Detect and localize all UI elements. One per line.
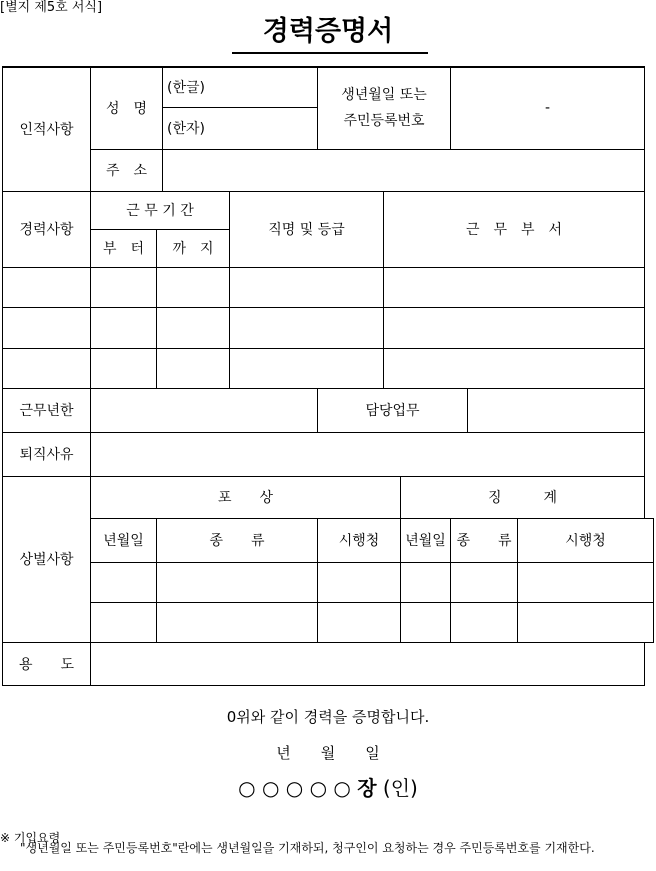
career-row [3, 348, 654, 388]
position-field[interactable] [230, 348, 384, 388]
birth-label-line1: 생년월일 또는 [341, 87, 427, 104]
to-field[interactable] [157, 307, 230, 348]
career-row-blank [3, 307, 91, 348]
department-field[interactable] [384, 348, 645, 388]
department-label: 근 무 부 서 [384, 191, 645, 267]
award-type-field[interactable] [157, 602, 318, 642]
to-label: 까 지 [157, 229, 230, 267]
from-field[interactable] [91, 307, 157, 348]
position-label: 직명 및 등급 [230, 191, 384, 267]
organization-placeholder: ○ ○ ○ ○ ○ [238, 776, 351, 800]
from-field[interactable] [91, 348, 157, 388]
name-hanja-field[interactable] [163, 107, 318, 149]
chief-label: 장 [357, 776, 377, 800]
signature-line [0, 772, 656, 801]
service-years-field[interactable] [91, 388, 318, 432]
position-field[interactable] [230, 307, 384, 348]
hanja-label: (한자) [167, 121, 205, 137]
discipline-date-field[interactable] [401, 602, 451, 642]
department-field[interactable] [384, 307, 645, 348]
notes-text: "생년월일 또는 주민등록번호"란에는 생년월일을 기재하되, 청구인이 요청하는 경우 주민등록번호를 기재한다. [20, 841, 595, 855]
retirement-reason-label: 퇴직사유 [3, 432, 91, 476]
duty-label: 담당업무 [318, 388, 468, 432]
award-agency-field[interactable] [318, 602, 401, 642]
birth-value-field[interactable]: - [451, 67, 645, 149]
service-years-label: 근무년한 [3, 388, 91, 432]
work-period-label: 근 무 기 간 [91, 191, 230, 229]
rewards-row [3, 562, 654, 602]
discipline-label: 징 계 [401, 476, 645, 518]
birth-label [318, 67, 451, 149]
discipline-agency-field[interactable] [518, 602, 654, 642]
address-label: 주 소 [91, 149, 163, 191]
certification-statement: 0위와 같이 경력을 증명합니다. [226, 708, 430, 726]
department-field[interactable] [384, 267, 645, 307]
issue-date: 년 월 일 [276, 744, 380, 762]
career-row [3, 307, 654, 348]
title-underline [232, 52, 428, 54]
discipline-type-label: 종 류 [451, 518, 518, 562]
career-row [3, 267, 654, 307]
discipline-agency-field[interactable] [518, 562, 654, 602]
to-field[interactable] [157, 348, 230, 388]
career-row-blank [3, 267, 91, 307]
discipline-agency-label: 시행청 [518, 518, 654, 562]
rewards-row [3, 602, 654, 642]
career-section-label: 경력사항 [3, 191, 91, 267]
rewards-section-label: 상벌사항 [3, 476, 91, 642]
discipline-date-label: 년월일 [401, 518, 451, 562]
seal-label: (인) [382, 776, 418, 800]
award-type-field[interactable] [157, 562, 318, 602]
duty-field[interactable] [468, 388, 645, 432]
from-label: 부 터 [91, 229, 157, 267]
award-agency-label: 시행청 [318, 518, 401, 562]
purpose-field[interactable] [91, 642, 645, 685]
personal-section-label: 인적사항 [3, 67, 91, 191]
notes-heading: ※ 기입요령 [0, 831, 61, 845]
address-field[interactable] [163, 149, 645, 191]
award-date-field[interactable] [91, 602, 157, 642]
page-title: 경력증명서 [262, 16, 394, 47]
birth-label-line2: 주민등록번호 [343, 113, 425, 130]
award-date-field[interactable] [91, 562, 157, 602]
position-field[interactable] [230, 267, 384, 307]
retirement-reason-field[interactable] [91, 432, 645, 476]
discipline-date-field[interactable] [401, 562, 451, 602]
award-type-label: 종 류 [157, 518, 318, 562]
discipline-type-field[interactable] [451, 562, 518, 602]
purpose-label: 용 도 [3, 642, 91, 685]
name-korean-field[interactable] [163, 67, 318, 107]
name-label: 성 명 [91, 67, 163, 149]
career-row-blank [3, 348, 91, 388]
award-label: 포 상 [91, 476, 401, 518]
form-number-label: [별지 제5호 서식] [0, 0, 103, 15]
korean-label: (한글) [167, 80, 205, 97]
from-field[interactable] [91, 267, 157, 307]
award-agency-field[interactable] [318, 562, 401, 602]
career-certificate-form [2, 66, 654, 686]
to-field[interactable] [157, 267, 230, 307]
award-date-label: 년월일 [91, 518, 157, 562]
discipline-type-field[interactable] [451, 602, 518, 642]
